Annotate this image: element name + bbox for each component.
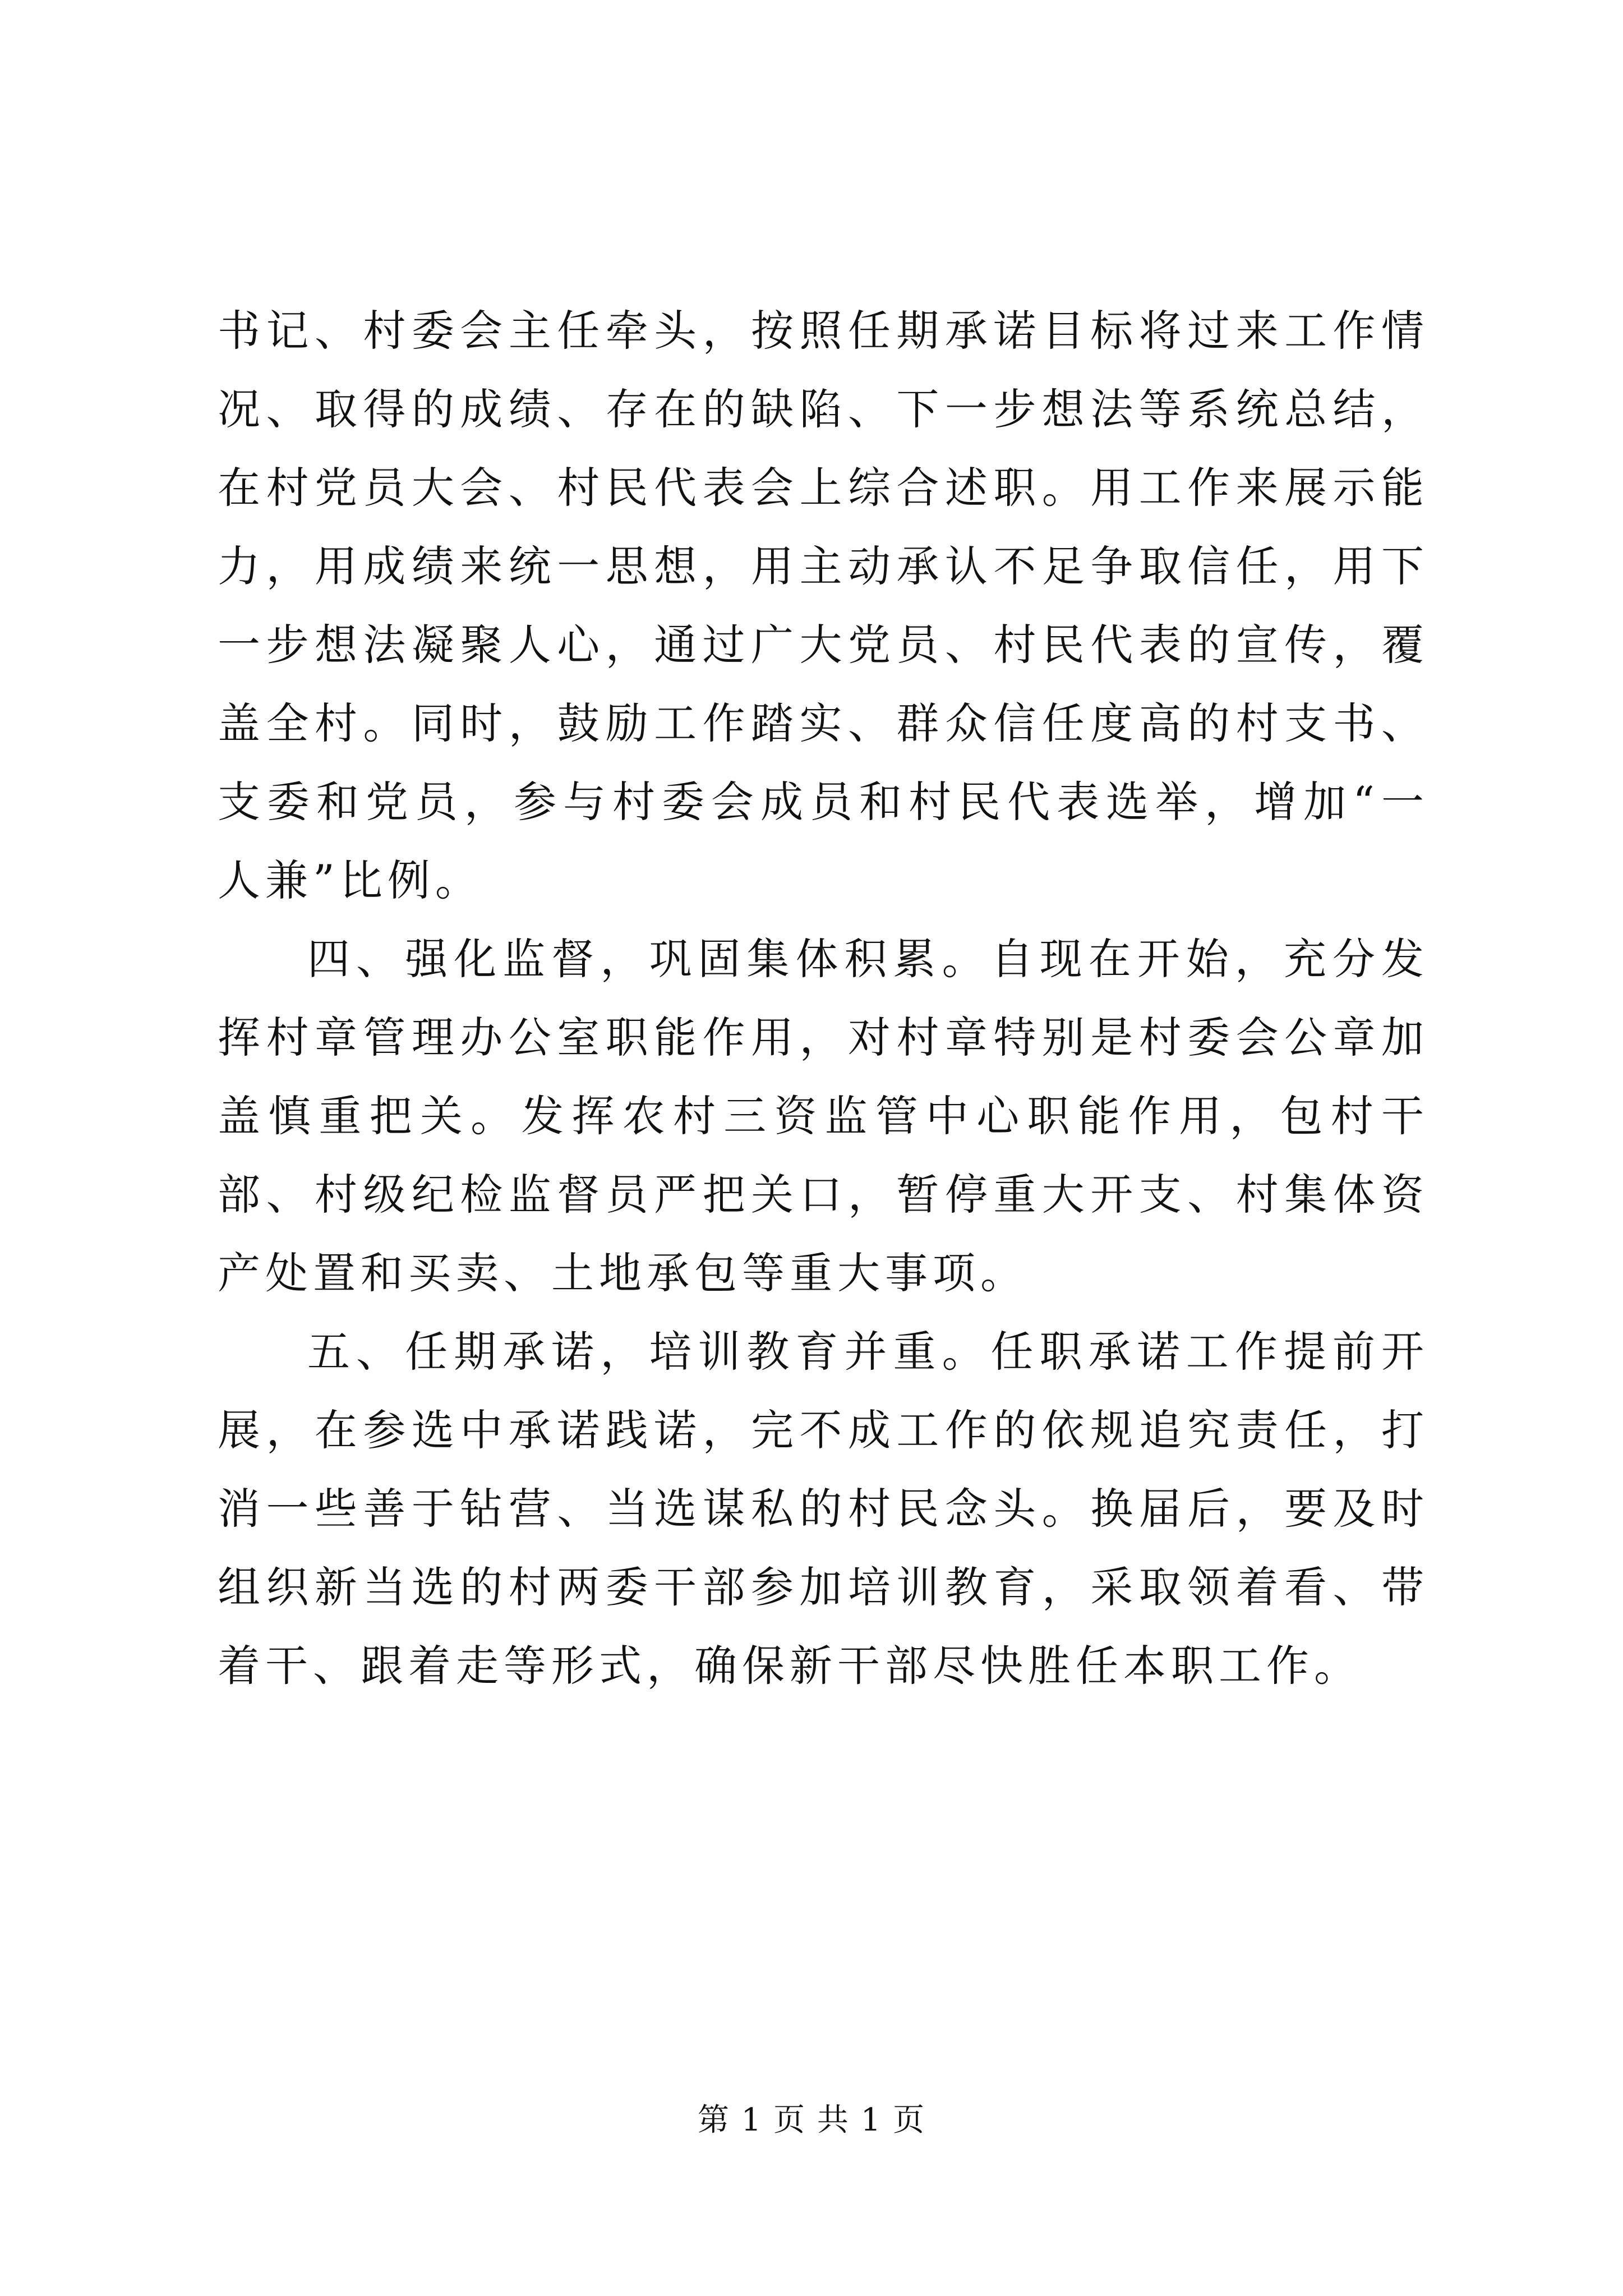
paragraph-term-commitment-training: 五、任期承诺，培训教育并重。任职承诺工作提前开展，在参选中承诺践诺，完不成工作的依规追究责任，打消一些善于钻营、当选谋私的村民念头。换届后，要及时组织新当选的村两委干部参加培训教育，采取领着看、带着干、跟着走等形式，确保新干部尽快胜任本职工作。 [218,1327,1429,1691]
paragraph-strengthen-supervision: 四、强化监督，巩固集体积累。自现在开始，充分发挥村章管理办公室职能作用，对村章特别是村委会公章加盖慎重把关。发挥农村三资监管中心职能作用，包村干部、村级纪检监督员严把关口，暂停重大开支、村集体资产处置和买卖、土地承包等重大事项。 [218,934,1429,1298]
paragraph-village-election-report: 书记、村委会主任牵头，按照任期承诺目标将过来工作情况、取得的成绩、存在的缺陷、下一步想法等系统总结，在村党员大会、村民代表会上综合述职。用工作来展示能力，用成绩来统一思想，用主动承认不足争取信任，用下一步想法凝聚人心，通过广大党员、村民代表的宣传，覆盖全村。同时，鼓励工作踏实、群众信任度高的村支书、支委和党员，参与村委会成员和村民代表选举，增加“一人兼”比例。 [218,306,1429,905]
page-footer: 第 1 页 共 1 页 [697,2102,926,2138]
document-body [218,292,1429,1705]
